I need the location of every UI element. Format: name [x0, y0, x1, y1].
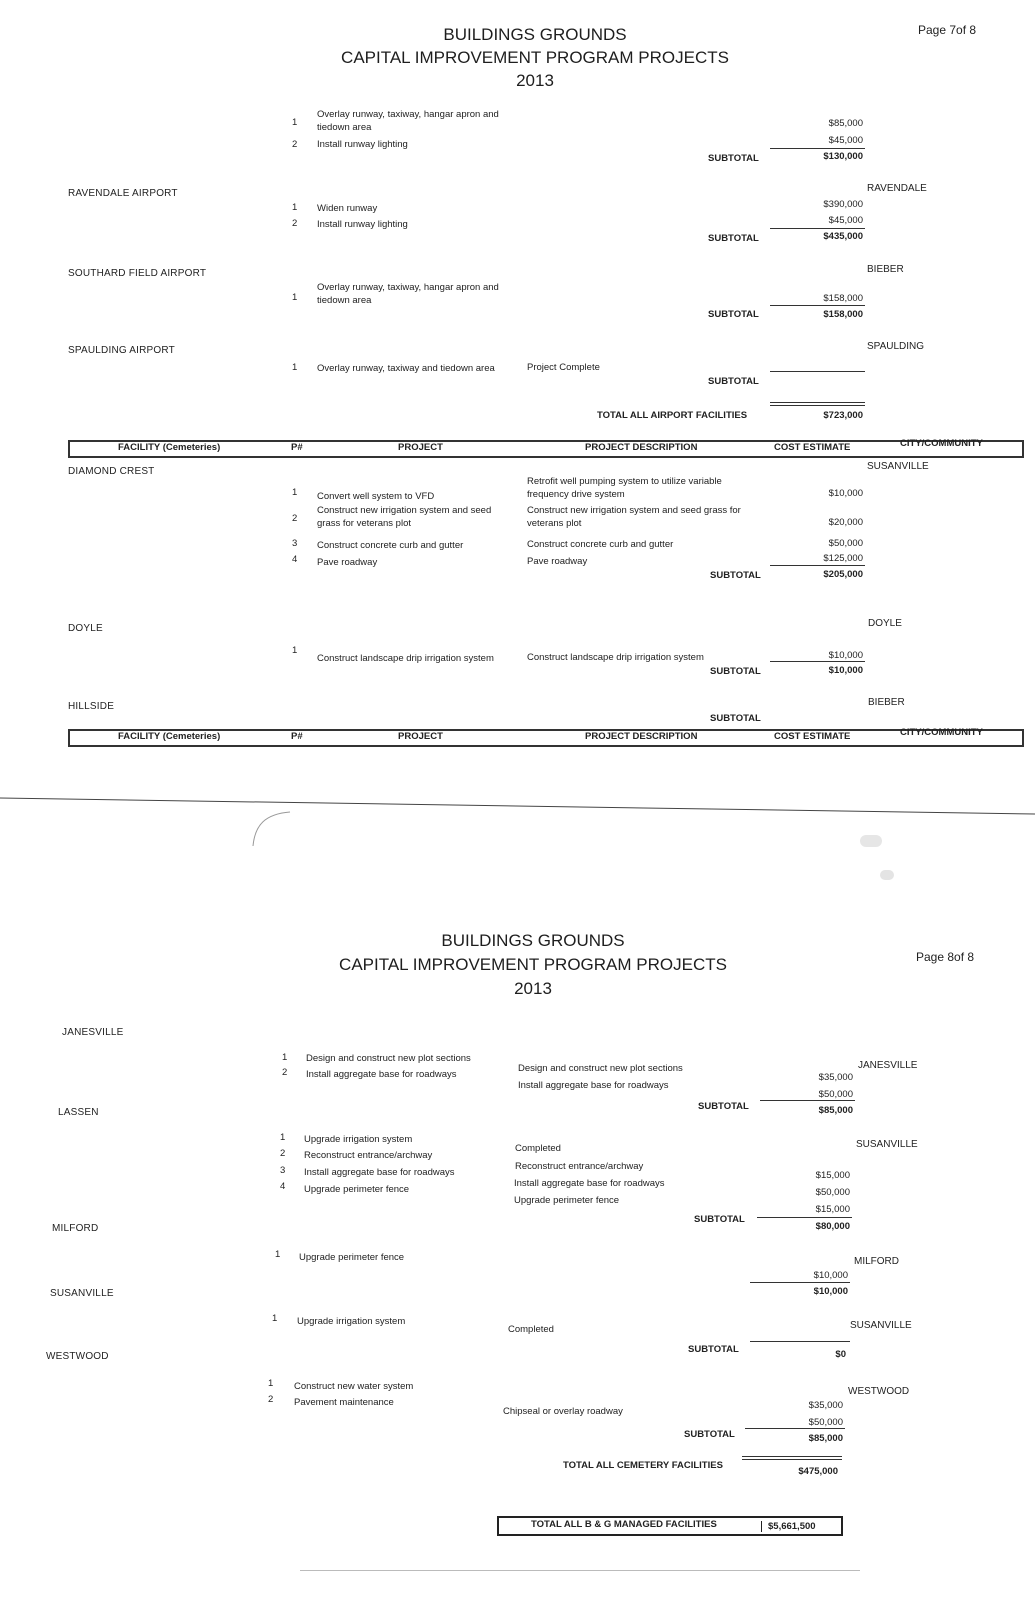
- project-description: Reconstruct entrance/archway: [515, 1161, 644, 1172]
- project-text: Install aggregate base for roadways: [304, 1167, 455, 1178]
- subtotal-label: SUBTOTAL: [710, 666, 761, 677]
- scan-smudge: [860, 835, 882, 847]
- subtotal-amount: $435,000: [823, 231, 863, 242]
- row-num: 3: [280, 1165, 286, 1176]
- facility-name: SUSANVILLE: [50, 1288, 114, 1299]
- subtotal-rule: [770, 371, 865, 372]
- total-rule: [770, 405, 865, 406]
- header-pnum: P#: [291, 442, 303, 453]
- cost-amount: $10,000: [828, 488, 863, 499]
- subtotal-label: SUBTOTAL: [698, 1101, 749, 1112]
- page-separator: [0, 790, 1035, 820]
- cost-amount: $390,000: [823, 199, 863, 210]
- subtotal-amount: $10,000: [813, 1286, 848, 1297]
- facility-name: RAVENDALE AIRPORT: [68, 188, 178, 199]
- row-num: 2: [282, 1067, 288, 1078]
- facility-name: WESTWOOD: [46, 1351, 109, 1362]
- subtotal-amount: $205,000: [823, 569, 863, 580]
- project-text: Overlay runway, taxiway and tiedown area: [317, 363, 495, 374]
- cost-amount: $15,000: [815, 1170, 850, 1181]
- cost-amount: $50,000: [818, 1089, 853, 1100]
- cost-amount: $20,000: [828, 517, 863, 528]
- page-7-title-line2: CAPITAL IMPROVEMENT PROGRAM PROJECTS: [341, 48, 729, 67]
- subtotal-amount: $85,000: [808, 1433, 843, 1444]
- subtotal-rule: [770, 305, 865, 306]
- subtotal-label: SUBTOTAL: [688, 1344, 739, 1355]
- cost-amount: $45,000: [828, 135, 863, 146]
- facility-name: HILLSIDE: [68, 701, 115, 712]
- project-text: Construct concrete curb and gutter: [317, 540, 464, 551]
- project-text: Upgrade irrigation system: [304, 1134, 413, 1145]
- facility-name: DOYLE: [68, 623, 103, 634]
- grand-total-label: TOTAL ALL B & G MANAGED FACILITIES: [531, 1519, 717, 1530]
- city-name: SPAULDING: [867, 341, 925, 352]
- cost-amount: $50,000: [808, 1417, 843, 1428]
- subtotal-rule: [745, 1428, 845, 1429]
- subtotal-rule: [750, 1341, 850, 1342]
- project-text: Install runway lighting: [317, 139, 408, 150]
- city-name: DOYLE: [868, 618, 902, 629]
- city-name: BIEBER: [868, 697, 905, 708]
- city-name: BIEBER: [867, 264, 904, 275]
- project-text: Construct new irrigation system and seed grass for veterans plot: [317, 505, 492, 529]
- subtotal-amount: $130,000: [823, 151, 863, 162]
- header-project: PROJECT: [398, 731, 443, 742]
- row-num: 1: [292, 645, 298, 656]
- subtotal-label: SUBTOTAL: [708, 376, 759, 387]
- cost-amount: $35,000: [818, 1072, 853, 1083]
- subtotal-rule: [770, 228, 865, 229]
- row-num: 2: [292, 139, 298, 150]
- subtotal-amount: $0: [835, 1349, 846, 1360]
- city-name: MILFORD: [854, 1256, 899, 1267]
- facility-name: SPAULDING AIRPORT: [68, 345, 175, 356]
- header-cost: COST ESTIMATE: [774, 442, 851, 453]
- project-description: Install aggregate base for roadways: [514, 1178, 665, 1189]
- cost-amount: $15,000: [815, 1204, 850, 1215]
- row-num: 1: [292, 292, 298, 303]
- header-pnum: P#: [291, 731, 303, 742]
- header-city: CITY/COMMUNITY: [900, 438, 983, 449]
- project-text: Construct new water system: [294, 1381, 414, 1392]
- row-num: 4: [280, 1181, 286, 1192]
- header-project: PROJECT: [398, 442, 443, 453]
- city-name: JANESVILLE: [858, 1060, 918, 1071]
- facility-name: MILFORD: [52, 1223, 99, 1234]
- project-description: Upgrade perimeter fence: [514, 1195, 620, 1206]
- scan-smudge: [880, 870, 894, 880]
- project-text: Reconstruct entrance/archway: [304, 1150, 433, 1161]
- project-description: Pave roadway: [527, 556, 588, 567]
- subtotal-label: SUBTOTAL: [708, 153, 759, 164]
- cost-amount: $50,000: [815, 1187, 850, 1198]
- project-description: Completed: [515, 1143, 561, 1154]
- subtotal-amount: $85,000: [818, 1105, 853, 1116]
- project-description: Chipseal or overlay roadway: [503, 1406, 623, 1417]
- facility-name: JANESVILLE: [62, 1027, 124, 1038]
- project-text: Pave roadway: [317, 557, 378, 568]
- cost-amount: $10,000: [828, 650, 863, 661]
- city-name: SUSANVILLE: [850, 1320, 912, 1331]
- total-airport-label: TOTAL ALL AIRPORT FACILITIES: [597, 410, 748, 421]
- page-7-title-year: 2013: [516, 71, 554, 90]
- grand-total-amount: $5,661,500: [761, 1521, 816, 1532]
- page-7-title-line1: BUILDINGS GROUNDS: [443, 25, 627, 44]
- project-description: Construct new irrigation system and seed grass for veterans plot: [527, 505, 741, 529]
- total-airport-amount: $723,000: [823, 410, 863, 421]
- city-name: WESTWOOD: [848, 1386, 910, 1397]
- page-8-title-year: 2013: [514, 979, 552, 998]
- project-text: Upgrade perimeter fence: [299, 1252, 405, 1263]
- facility-name: SOUTHARD FIELD AIRPORT: [68, 268, 207, 279]
- project-description: Construct concrete curb and gutter: [527, 539, 674, 550]
- row-num: 2: [280, 1148, 286, 1159]
- subtotal-label: SUBTOTAL: [694, 1214, 745, 1225]
- project-text: Overlay runway, taxiway, hangar apron and tiedown area: [317, 282, 499, 306]
- project-text: Upgrade irrigation system: [297, 1316, 406, 1327]
- row-num: 2: [292, 218, 298, 229]
- row-num: 1: [275, 1249, 281, 1260]
- project-description: Completed: [508, 1324, 554, 1335]
- subtotal-label: SUBTOTAL: [710, 570, 761, 581]
- project-text: Install runway lighting: [317, 219, 408, 230]
- header-cost: COST ESTIMATE: [774, 731, 851, 742]
- total-rule: [770, 402, 865, 403]
- project-description: Install aggregate base for roadways: [518, 1080, 669, 1091]
- row-num: 1: [292, 117, 298, 128]
- cost-amount: $10,000: [813, 1270, 848, 1281]
- subtotal-rule: [757, 1217, 852, 1218]
- project-text: Install aggregate base for roadways: [306, 1069, 457, 1080]
- project-text: Upgrade perimeter fence: [304, 1184, 410, 1195]
- total-cemetery-amount: $475,000: [798, 1466, 838, 1477]
- row-num: 1: [292, 202, 298, 213]
- row-num: 1: [268, 1378, 274, 1389]
- cost-amount: $45,000: [828, 215, 863, 226]
- row-num: 1: [282, 1052, 288, 1063]
- total-cemetery-label: TOTAL ALL CEMETERY FACILITIES: [563, 1460, 723, 1471]
- subtotal-rule: [770, 661, 865, 662]
- subtotal-rule: [750, 1282, 850, 1283]
- facility-name: DIAMOND CREST: [68, 466, 155, 477]
- subtotal-amount: $158,000: [823, 309, 863, 320]
- row-num: 2: [268, 1394, 274, 1405]
- header-description: PROJECT DESCRIPTION: [585, 731, 698, 742]
- subtotal-rule: [770, 565, 865, 566]
- header-description: PROJECT DESCRIPTION: [585, 442, 698, 453]
- header-city: CITY/COMMUNITY: [900, 727, 983, 738]
- row-num: 1: [272, 1313, 278, 1324]
- page-7-number: Page 7of 8: [918, 23, 977, 37]
- row-num: 1: [292, 362, 298, 373]
- city-name: SUSANVILLE: [867, 461, 929, 472]
- header-facility: FACILITY (Cemeteries): [118, 442, 221, 453]
- row-num: 1: [280, 1132, 286, 1143]
- project-description: Retrofit well pumping system to utilize variable frequency drive system: [527, 476, 722, 500]
- project-description: Construct landscape drip irrigation system: [527, 652, 704, 663]
- scan-mark: [245, 810, 305, 850]
- row-num: 3: [292, 538, 298, 549]
- subtotal-label: SUBTOTAL: [708, 233, 759, 244]
- project-text: Overlay runway, taxiway, hangar apron and tiedown area: [317, 109, 499, 133]
- project-description: Project Complete: [527, 362, 600, 373]
- scan-bottom-rule: [300, 1570, 860, 1571]
- total-rule: [742, 1456, 842, 1457]
- project-text: Widen runway: [317, 203, 378, 214]
- total-rule: [742, 1459, 842, 1460]
- project-text: Pavement maintenance: [294, 1397, 394, 1408]
- subtotal-label: SUBTOTAL: [710, 713, 761, 724]
- subtotal-label: SUBTOTAL: [708, 309, 759, 320]
- subtotal-rule: [770, 148, 865, 149]
- row-num: 4: [292, 554, 298, 565]
- cost-amount: $35,000: [808, 1400, 843, 1411]
- cost-amount: $50,000: [828, 538, 863, 549]
- project-text: Design and construct new plot sections: [306, 1053, 471, 1064]
- project-text: Convert well system to VFD: [317, 491, 435, 502]
- table-header-repeat: [68, 729, 1024, 747]
- page-8-title-line2: CAPITAL IMPROVEMENT PROGRAM PROJECTS: [339, 955, 727, 974]
- table-header: [68, 440, 1024, 458]
- city-name: SUSANVILLE: [856, 1139, 918, 1150]
- subtotal-label: SUBTOTAL: [684, 1429, 735, 1440]
- cost-amount: $85,000: [828, 118, 863, 129]
- city-name: RAVENDALE: [867, 183, 927, 194]
- row-num: 2: [292, 513, 298, 524]
- subtotal-amount: $80,000: [815, 1221, 850, 1232]
- subtotal-amount: $10,000: [828, 665, 863, 676]
- page-8-title-line1: BUILDINGS GROUNDS: [441, 931, 625, 950]
- cost-amount: $158,000: [823, 293, 863, 304]
- row-num: 1: [292, 487, 298, 498]
- project-description: Design and construct new plot sections: [518, 1063, 683, 1074]
- page-8-number: Page 8of 8: [916, 950, 975, 964]
- grand-total-box: [497, 1516, 843, 1536]
- header-facility: FACILITY (Cemeteries): [118, 731, 221, 742]
- subtotal-rule: [760, 1100, 855, 1101]
- project-text: Construct landscape drip irrigation system: [317, 653, 494, 664]
- cost-amount: $125,000: [823, 553, 863, 564]
- facility-name: LASSEN: [58, 1107, 99, 1118]
